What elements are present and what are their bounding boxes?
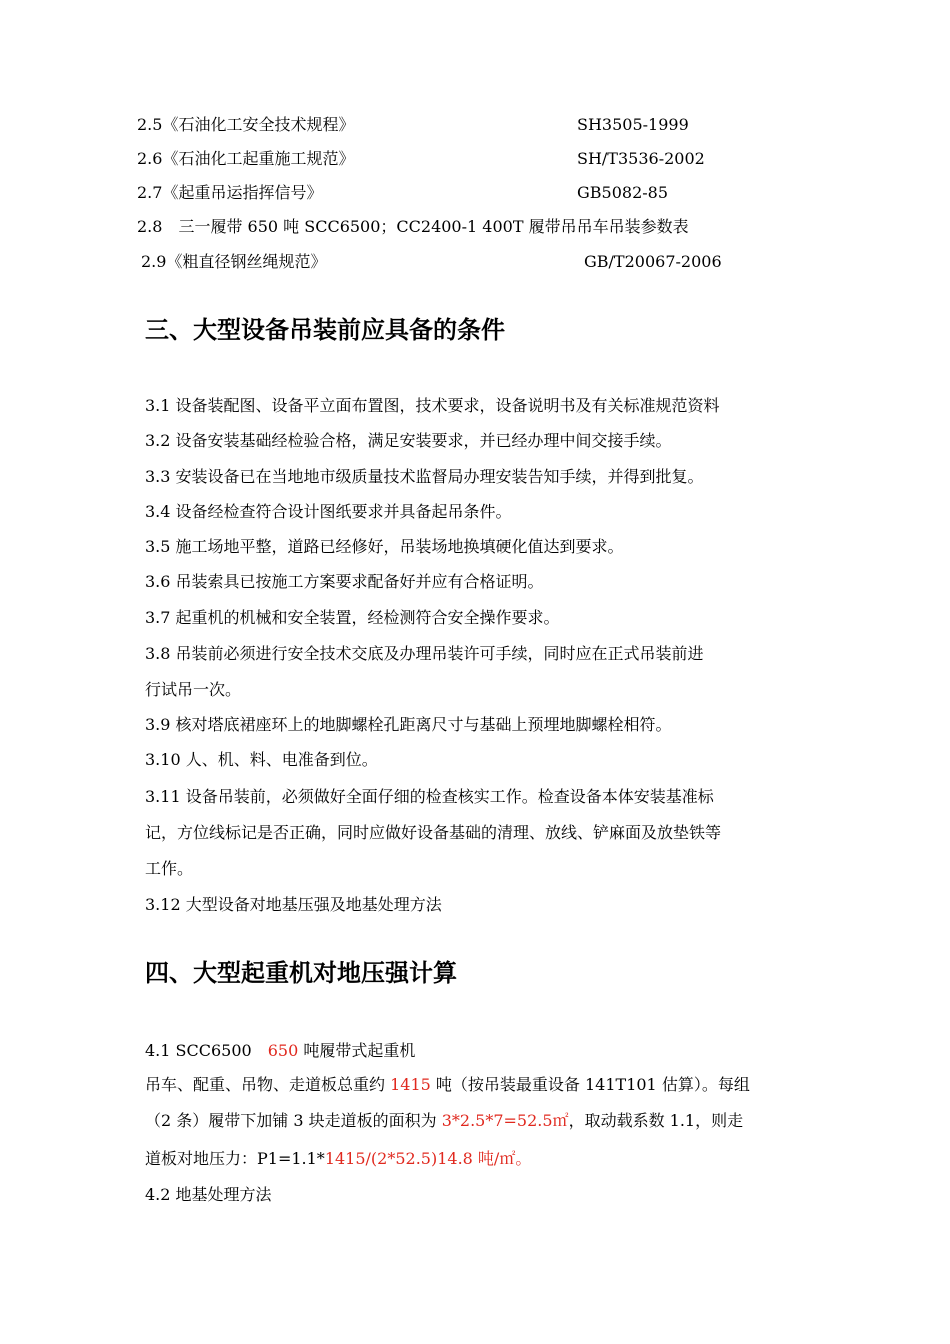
s4-l4-highlight: 1415/(2*52.5)14.8 吨/㎡。 (324, 1149, 532, 1168)
s4-l2-tail: 吨（按吊装最重设备 141T101 估算）。每组 (430, 1075, 750, 1094)
s4-l1-tail: 吨履带式起重机 (298, 1041, 416, 1060)
s4-l2-text: 吊车、配重、吊物、走道板总重约 (145, 1075, 391, 1094)
ref-2-7-title: 2.7《起重吊运指挥信号》 (137, 183, 323, 202)
section-3-heading: 三、大型设备吊装前应具备的条件 (145, 316, 505, 344)
section-4-heading: 四、大型起重机对地压强计算 (145, 959, 457, 987)
s4-l1-text: 4.1 SCC6500 (145, 1041, 268, 1060)
s3-line-3-7: 3.7 起重机的机械和安全装置，经检测符合安全操作要求。 (145, 608, 560, 627)
s3-line-3-9: 3.9 核对塔底裙座环上的地脚螺栓孔距离尺寸与基础上预埋地脚螺栓相符。 (145, 715, 672, 734)
s3-line-3-4: 3.4 设备经检查符合设计图纸要求并具备起吊条件。 (145, 502, 512, 521)
s3-line-3-11-cont2: 工作。 (145, 859, 194, 878)
ref-2-8-title: 2.8 三一履带 650 吨 SCC6500；CC2400-1 400T 履带吊吊车吊装参数表 (137, 217, 689, 236)
s4-line-4-1 (145, 1040, 415, 1062)
s4-line-4-2: 4.2 地基处理方法 (145, 1185, 272, 1204)
s3-line-3-11: 3.11 设备吊装前，必须做好全面仔细的检查核实工作。检查设备本体安装基准标 (145, 787, 714, 806)
s4-l4-text: 道板对地压力：P1=1.1* (145, 1149, 325, 1168)
s3-line-3-11-cont1: 记，方位线标记是否正确，同时应做好设备基础的清理、放线、铲麻面及放垫铁等 (145, 823, 722, 842)
ref-2-6-title: 2.6《石油化工起重施工规范》 (137, 149, 355, 168)
s4-l3-highlight: 3*2.5*7=52.5㎡ (441, 1111, 569, 1130)
s3-line-3-6: 3.6 吊装索具已按施工方案要求配备好并应有合格证明。 (145, 572, 544, 591)
s4-l2-highlight: 1415 (390, 1075, 431, 1094)
s4-l3-tail: ，取动载系数 1.1，则走 (568, 1111, 744, 1130)
s3-line-3-10: 3.10 人、机、料、电准备到位。 (145, 750, 378, 769)
s4-l3-text: （2 条）履带下加铺 3 块走道板的面积为 (145, 1111, 442, 1130)
ref-2-5-code: SH3505-1999 (577, 115, 689, 134)
s3-line-3-8: 3.8 吊装前必须进行安全技术交底及办理吊装许可手续，同时应在正式吊装前进 (145, 644, 704, 663)
ref-2-9-code: GB/T20067-2006 (584, 252, 722, 271)
s3-line-3-12: 3.12 大型设备对地基压强及地基处理方法 (145, 895, 442, 914)
s3-line-3-3: 3.3 安装设备已在当地地市级质量技术监督局办理安装告知手续，并得到批复。 (145, 467, 704, 486)
ref-2-5-title: 2.5《石油化工安全技术规程》 (137, 115, 355, 134)
s4-line-pressure (145, 1148, 531, 1170)
s3-line-3-2: 3.2 设备安装基础经检验合格，满足安装要求，并已经办理中间交接手续。 (145, 431, 672, 450)
s3-line-3-8-cont: 行试吊一次。 (145, 680, 242, 699)
s4-line-weight (145, 1074, 750, 1096)
s4-line-area (145, 1110, 743, 1132)
ref-2-7-code: GB5082-85 (577, 183, 669, 202)
s3-line-3-5: 3.5 施工场地平整，道路已经修好，吊装场地换填硬化值达到要求。 (145, 537, 624, 556)
s3-line-3-1: 3.1 设备装配图、设备平立面布置图，技术要求，设备说明书及有关标准规范资料 (145, 396, 720, 415)
ref-2-9-title: 2.9《粗直径钢丝绳规范》 (141, 252, 327, 271)
s4-l1-highlight: 650 (267, 1041, 299, 1060)
ref-2-6-code: SH/T3536-2002 (577, 149, 705, 168)
